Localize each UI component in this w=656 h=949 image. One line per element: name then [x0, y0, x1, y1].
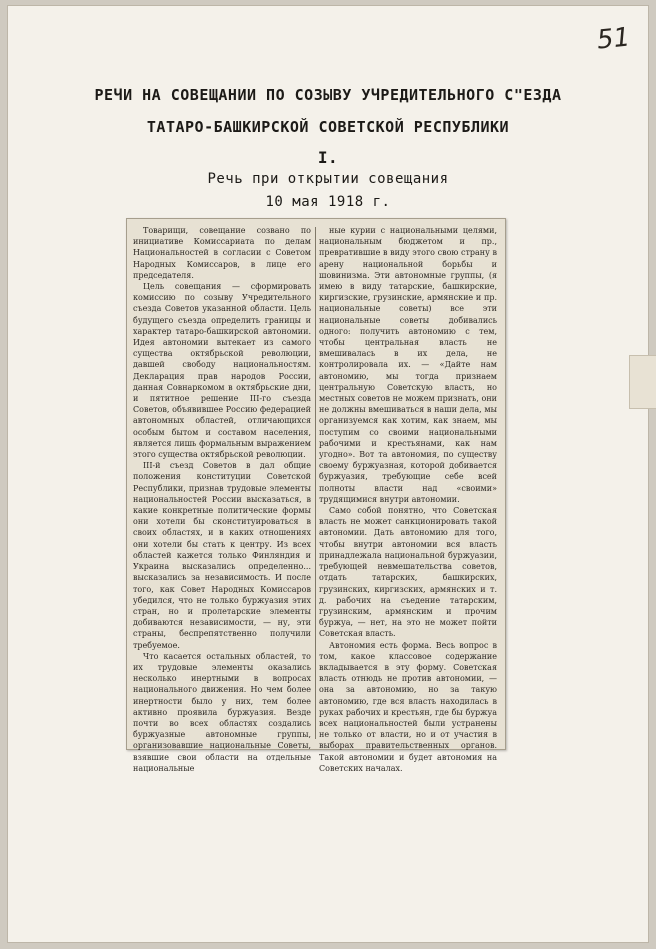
paragraph: Товарищи, совещание созвано по инициативе Комиссариата по делам Национальностей в согласии с Советом Народных Комиссаров, в лице его председателя.: [133, 226, 311, 280]
paragraph: ные курии с национальными целями, национальным бюджетом и пр., превратившие в виду этого свою страну в арену национальной борьбы и шовинизма. Эти автономные группы, (я имею в виду татарские, башкирские, киргизские, грузинские, армянские и пр. национальные советы) все эти национальные советы добивались одного: получить автономию с тем, чтобы центральная власть не вмешивалась в их дела, не контролировала их. — «Дайте нам автономию, мы тогда признаем центральную Советскую власть, но местных советов не можем признать, они не должны вмешиваться в наши дела, мы организуемся как хотим, как знаем, мы поступим со своими национальными рабочими и крестьянами, как нам угодно». Вот та автономия, по существу своему буржуазная, которой добивается буржуазия, требующие себе всей полноты власти над «своими» трудящимися внутри автономии.: [319, 226, 497, 504]
paragraph: Само собой понятно, что Советская власть не может санкционировать такой автономии. Дать автономию для того, чтобы внутри автономии вся власть принадлежала национальной буржуазии, требующей невмешательства советов, отдать татарских, башкирских, грузинских, киргизских, армянских и т. д. рабочих на съедение татарским, грузинским, армянским и прочим буржуа, — нет, на это не может пойти Советская власть.: [319, 506, 497, 639]
speech-date: 10 мая 1918 г.: [265, 194, 391, 210]
heading-line-2: ТАТАРО-БАШКИРСКОЙ СОВЕТСКОЙ РЕСПУБЛИКИ: [146, 118, 510, 136]
paper-tab: [629, 355, 656, 409]
paragraph: Что касается остальных областей, то их трудовые элементы оказались несколько инертными в вопросах национального движения. Но чем более инертности было у них, тем более активно проявила буржуазия. Везде почти во всех областях создались буржуазные автономные группы, организовавшие национальные Советы, взявшие свои области на отдельные национальные: [133, 651, 311, 773]
part-number: I.: [317, 148, 339, 167]
paragraph: III-й съезд Советов в дал общие положения конституции Советской Республики, признав трудовые элементы национальностей России высказаться, в какие конкретные политические формы они хотели бы сконституироваться в своих областях, и в каких отношениях они хотели бы стать к центру. Из всех областей кажется только Финляндия и Украина высказались определенно... высказались за независимость. И после того, как Совет Народных Комиссаров убедился, что не только буржуазия этих стран, но и пролетарские элементы добиваются независимости, — ну, эти страны, беспрепятственно получили требуемое.: [133, 461, 311, 650]
page-number: 51: [595, 22, 632, 56]
heading-line-1: РЕЧИ НА СОВЕЩАНИИ ПО СОЗЫВУ УЧРЕДИТЕЛЬНОГО С"ЕЗДА: [94, 86, 562, 104]
clipping-right-column: [319, 225, 497, 773]
clipping-left-column: [133, 225, 311, 773]
newspaper-clipping: [126, 218, 506, 773]
document-page: [8, 6, 648, 942]
paragraph: Цель совещания — сформировать комиссию по созыву Учредительного съезда Советов указанной области. Цель будущего съезда определить границы и характер татаро-башкирской автономии. Идея автономии вытекает из самого существа октябрьской революции, давшей свободу национальностям. Декларация прав народов России, данная Совнаркомом в октябрьские дни, и пятитное решение III-го съезда Советов, объявившее Россию федерацией автономных областей, отличающихся особым бытом и составом населения, является лишь формальным выражением этого существа октябрьской революции.: [133, 282, 311, 460]
paragraph: Автономия есть форма. Весь вопрос в том, какое классовое содержание вкладывается в эту форму. Советская власть отнюдь не против автономии, — она за автономию, но за такую автономию, где вся власть находилась в руках рабочих и крестьян, где бы буржуа всех национальностей были устранены не только от власти, но и от участия в выборах правительственных органов. Такой автономии и будет автономия на Советских началах.: [319, 640, 497, 773]
speech-subtitle: Речь при открытии совещания: [207, 171, 449, 187]
column-divider: [315, 227, 316, 739]
